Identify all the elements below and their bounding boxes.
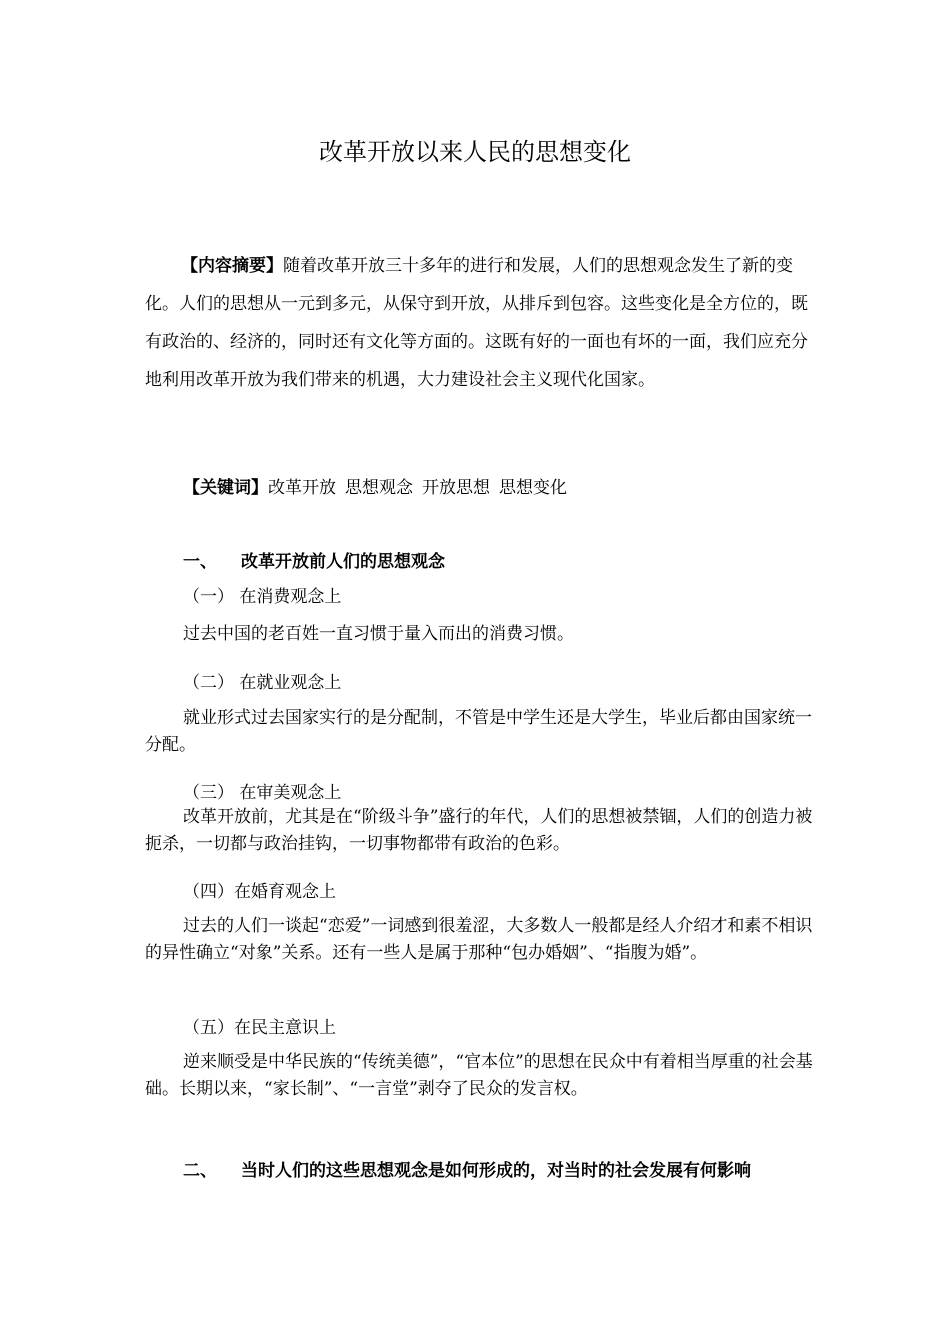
subsection-paragraph-1: 过去中国的老百姓一直习惯于量入而出的消费习惯。	[183, 624, 574, 644]
abstract-text: 随着改革开放三十多年的进行和发展，人们的思想观念发生了新的变化。人们的思想从一元到多元，从保守到开放，从排斥到包容。这些变化是全方位的，既有政治的、经济的，同时还有文化等方面的。这既有好的一面也有坏的一面，我们应充分地利用改革开放为我们带来的机遇，大力建设社会主义现代化国家。	[145, 256, 808, 390]
keywords-label: 【关键词】	[183, 478, 268, 498]
keywords-line	[183, 474, 823, 502]
section-number: 二、	[183, 1161, 217, 1181]
subsection-heading-4: （四）在婚育观念上	[183, 882, 336, 902]
subsection-heading-5: （五）在民主意识上	[183, 1018, 336, 1038]
keyword: 开放思想	[422, 478, 490, 498]
subsection-heading-3: （三） 在审美观念上	[183, 783, 342, 803]
document-title: 改革开放以来人民的思想变化	[319, 138, 631, 166]
subsection-paragraph-5: 逆来顺受是中华民族的“传统美德”，“官本位”的思想在民众中有着相当厚重的社会基础。长期以来，“家长制”、“一言堂”剥夺了民众的发言权。	[145, 1052, 813, 1099]
keyword: 思想变化	[499, 478, 567, 498]
subsection-paragraph-3: 改革开放前，尤其是在“阶级斗争”盛行的年代，人们的思想被禁锢，人们的创造力被扼杀，一切都与政治挂钩，一切事物都带有政治的色彩。	[145, 807, 813, 854]
section-number: 一、	[183, 552, 217, 572]
section-title: 改革开放前人们的思想观念	[241, 552, 445, 572]
keyword: 改革开放	[268, 478, 336, 498]
section-title: 当时人们的这些思想观念是如何形成的，对当时的社会发展有何影响	[241, 1161, 751, 1181]
abstract-paragraph	[145, 247, 815, 399]
subsection-heading-1: （一） 在消费观念上	[183, 587, 342, 607]
abstract-label: 【内容摘要】	[181, 256, 283, 276]
subsection-paragraph-4: 过去的人们一谈起“恋爱”一词感到很羞涩，大多数人一般都是经人介绍才和素不相识的异性确立“对象”关系。还有一些人是属于那种“包办婚姻”、“指腹为婚”。	[145, 916, 813, 963]
subsection-paragraph-2: 就业形式过去国家实行的是分配制，不管是中学生还是大学生，毕业后都由国家统一分配。	[145, 708, 812, 755]
keyword: 思想观念	[345, 478, 413, 498]
subsection-heading-2: （二） 在就业观念上	[183, 673, 342, 693]
